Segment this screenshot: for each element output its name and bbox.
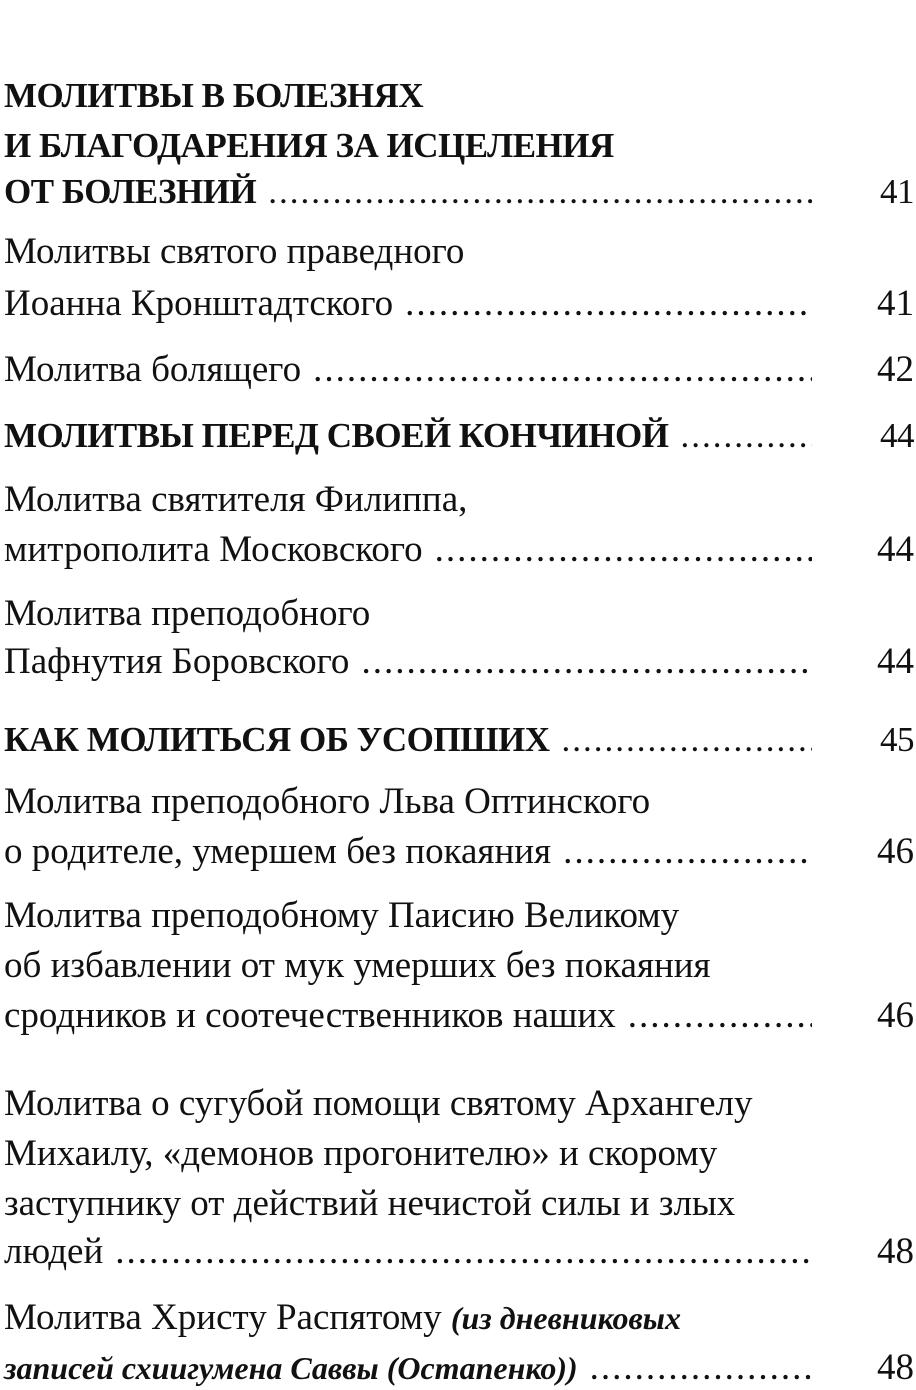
toc-entry-line: Молитва святителя Филиппа, xyxy=(4,479,468,520)
toc-entry-line: Молитвы святого праведного xyxy=(4,231,465,272)
toc-entry-arkhangel-mikhail[interactable] xyxy=(4,1230,916,1274)
toc-entry-ioann-kronshtadtsky[interactable] xyxy=(4,282,916,326)
page-number: 48 xyxy=(877,1231,914,1272)
page-number: 42 xyxy=(877,349,914,390)
toc-entry-line: Молитва о сугубой помощи святому Архангелу xyxy=(4,1083,753,1124)
toc-entry-lev-optinsky[interactable] xyxy=(4,830,916,874)
dot-leader xyxy=(590,1346,812,1390)
dot-leader xyxy=(361,640,812,684)
toc-entry-khristu-raspyatomu[interactable] xyxy=(4,1346,916,1390)
dot-leader xyxy=(563,830,812,874)
dot-leader xyxy=(405,282,812,326)
toc-entry-line: об избавлении от мук умерших без покаяния xyxy=(4,945,711,986)
dot-leader xyxy=(435,528,812,572)
page-number: 44 xyxy=(877,529,914,570)
page-number: 44 xyxy=(880,416,914,455)
toc-entry-line: заступнику от действий нечистой силы и злых xyxy=(4,1183,736,1224)
toc-entry-line: людей xyxy=(4,1231,104,1272)
toc-heading-line: ОТ БОЛЕЗНИЙ xyxy=(4,172,257,211)
toc-entry-line: Пафнутия Боровского xyxy=(4,641,350,682)
toc-entry-bolyashchego[interactable] xyxy=(4,348,916,392)
dot-leader xyxy=(313,348,812,392)
toc-heading-line: МОЛИТВЫ ПЕРЕД СВОЕЙ КОНЧИНОЙ xyxy=(4,416,669,455)
toc-entry-line: Иоанна Кронштадтского xyxy=(4,283,394,324)
toc-entry-note: (из дневниковых xyxy=(450,1300,681,1336)
toc-entry-paisy[interactable] xyxy=(4,994,916,1038)
toc-entry-konchina[interactable] xyxy=(4,414,916,458)
toc-entry-line: Михаилу, «демонов прогонителю» и скорому xyxy=(4,1133,718,1174)
toc-entry-line: Молитва преподобному Паисию Великому xyxy=(4,895,680,936)
toc-entry-line: митрополита Московского xyxy=(4,529,423,570)
toc-heading-line: МОЛИТВЫ В БОЛЕЗНЯХ xyxy=(4,76,424,115)
toc-entry-line xyxy=(4,1296,916,1340)
page-number: 48 xyxy=(877,1347,914,1388)
toc-entry-usopshie[interactable] xyxy=(4,718,916,762)
toc-entry-line: сродников и соотечественников наших xyxy=(4,995,616,1036)
dot-leader xyxy=(115,1230,812,1274)
page-number: 41 xyxy=(877,283,914,324)
toc-entry-filipp[interactable] xyxy=(4,528,916,572)
toc-entry-line: Молитва болящего xyxy=(4,349,302,390)
toc-entry-line: Молитва преподобного Льва Оптинского xyxy=(4,781,651,822)
page-number: 46 xyxy=(877,995,914,1036)
toc-heading-line: И БЛАГОДАРЕНИЯ ЗА ИСЦЕЛЕНИЯ xyxy=(4,126,614,165)
toc-entry-pafnuty[interactable] xyxy=(4,640,916,684)
toc-entry-text: Молитва Христу Распятому xyxy=(4,1297,451,1338)
toc-entry-line: о родителе, умершем без покаяния xyxy=(4,831,552,872)
toc-entry-diseases[interactable] xyxy=(4,170,916,214)
toc-heading-line: КАК МОЛИТЬСЯ ОБ УСОПШИХ xyxy=(4,720,550,759)
dot-leader xyxy=(680,414,812,458)
dot-leader xyxy=(268,170,812,214)
page-number: 41 xyxy=(880,172,914,211)
page-number: 44 xyxy=(877,641,914,682)
page-number: 45 xyxy=(880,720,914,759)
dot-leader xyxy=(561,718,812,762)
toc-entry-line: Молитва преподобного xyxy=(4,593,371,634)
dot-leader xyxy=(628,994,812,1038)
page-number: 46 xyxy=(877,831,914,872)
toc-entry-note: записей схиигумена Саввы (Остапенко)) xyxy=(4,1350,578,1386)
